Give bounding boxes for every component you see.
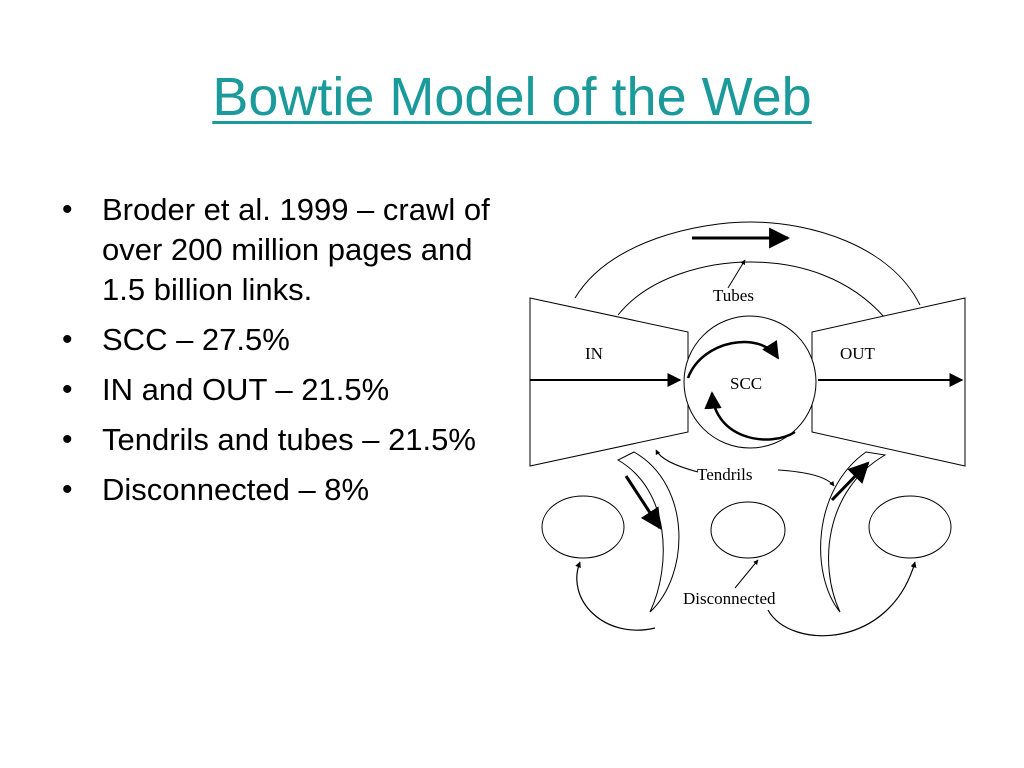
- bowtie-diagram: [524, 214, 974, 644]
- bullet-dot-icon: •: [62, 323, 73, 356]
- bullet-item: [56, 320, 496, 360]
- out-label: OUT: [840, 344, 875, 363]
- bullet-dot-icon: •: [62, 423, 73, 456]
- bullet-text: IN and OUT – 21.5%: [102, 372, 390, 407]
- bullet-list: [56, 190, 496, 520]
- disconnected-component-right: [869, 496, 951, 558]
- bullet-text: SCC – 27.5%: [102, 322, 290, 357]
- disconnected-label: Disconnected: [683, 589, 776, 608]
- bullet-dot-icon: •: [62, 193, 73, 226]
- tubes-pointer-arrow: [728, 260, 745, 288]
- bullet-text: Disconnected – 8%: [102, 472, 370, 507]
- disconnected-right-loop-arrow: [768, 562, 915, 636]
- in-funnel: [530, 298, 688, 466]
- in-label: IN: [585, 344, 603, 363]
- scc-label: SCC: [730, 374, 763, 393]
- tendrils-right-pointer-arrow: [778, 470, 834, 486]
- bullet-dot-icon: •: [62, 373, 73, 406]
- bullet-item: [56, 370, 496, 410]
- bullet-text: Broder et al. 1999 – crawl of over 200 million pages and 1.5 billion links.: [102, 192, 490, 307]
- bullet-item: [56, 190, 496, 310]
- out-funnel: [812, 298, 965, 466]
- bullet-text: Tendrils and tubes – 21.5%: [102, 422, 476, 457]
- disconnected-pointer-arrow: [735, 560, 758, 588]
- disconnected-component-left: [542, 496, 624, 558]
- slide-title: Bowtie Model of the Web: [212, 67, 812, 127]
- disconnected-component-center: [711, 502, 785, 558]
- tendrils-left-pointer-arrow: [656, 450, 698, 472]
- bullet-item: [56, 420, 496, 460]
- disconnected-left-loop-arrow: [577, 562, 655, 630]
- tubes-label: Tubes: [713, 286, 754, 305]
- bullet-dot-icon: •: [62, 473, 73, 506]
- bullet-item: [56, 470, 496, 510]
- tendrils-label: Tendrils: [697, 465, 753, 484]
